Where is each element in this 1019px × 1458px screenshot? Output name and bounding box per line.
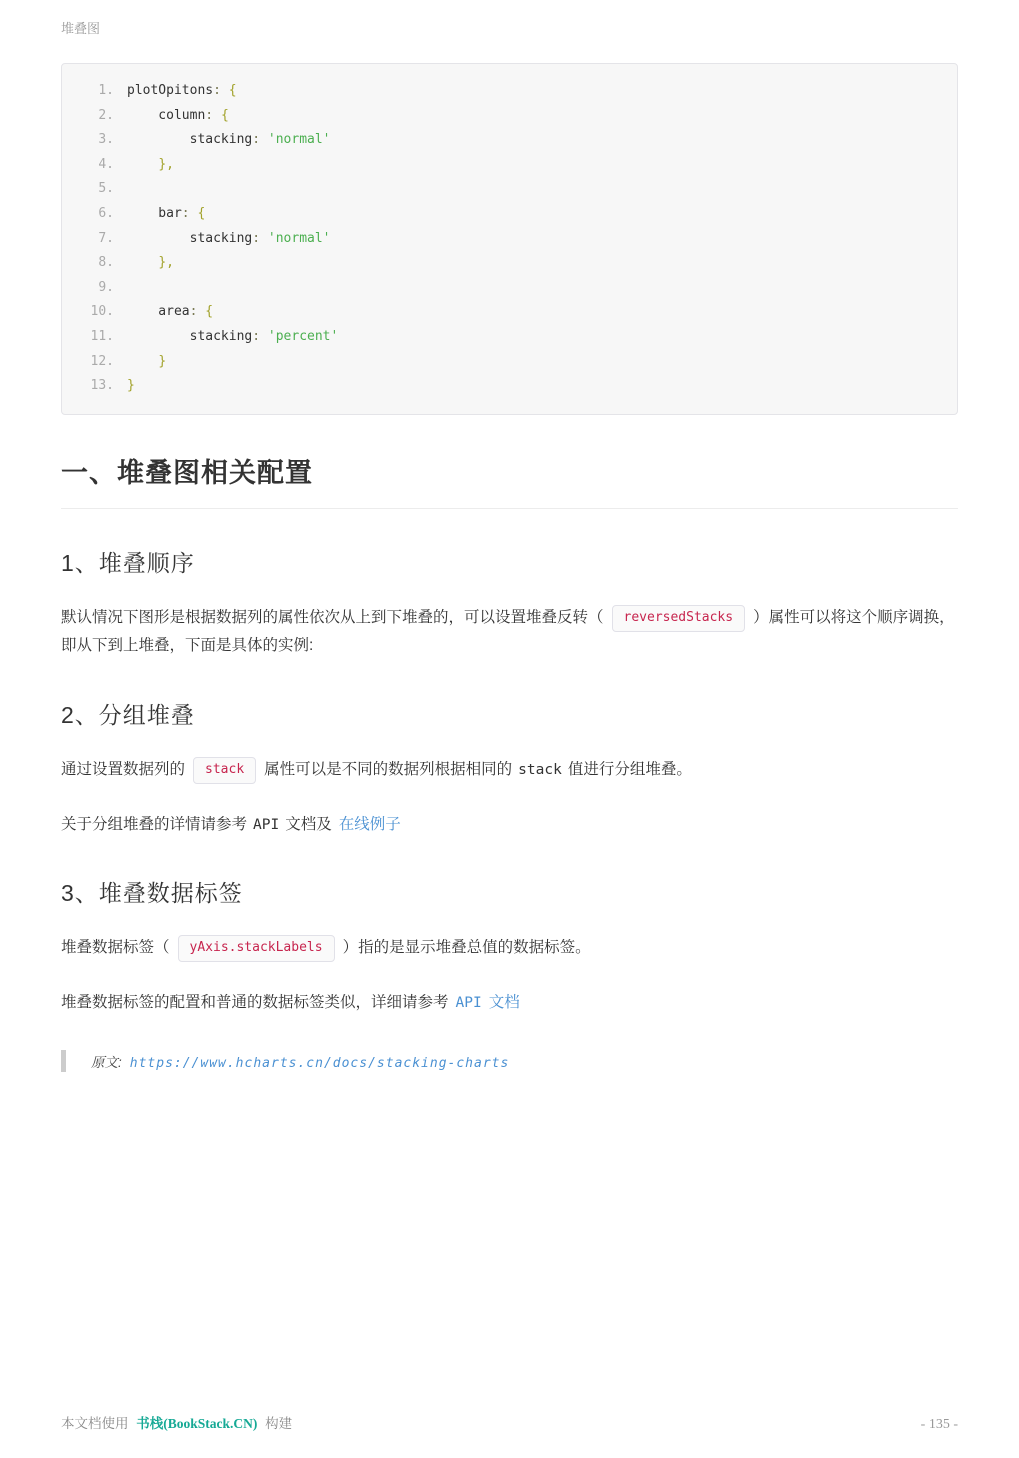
mono-text-stack: stack — [518, 762, 562, 779]
paragraph-text: ）指的是显示堆叠总值的数据标签。 — [342, 939, 591, 957]
page-number: - 135 - — [920, 1417, 958, 1432]
link-text: 文档 — [488, 994, 520, 1012]
mono-text-api: API — [253, 816, 280, 833]
paragraph-text: 默认情况下图形是根据数据列的属性依次从上到下堆叠的，可以设置堆叠反转（ — [61, 608, 604, 626]
line-number: 12. — [90, 353, 114, 369]
source-label: 原文: — [91, 1054, 122, 1070]
code-text: }, — [158, 156, 174, 172]
online-example-link[interactable]: 在线例子 — [338, 815, 401, 833]
code-line — [78, 104, 941, 129]
code-line — [78, 350, 941, 375]
line-number: 5. — [98, 181, 114, 197]
code-line — [78, 177, 941, 202]
code-line — [78, 251, 941, 276]
section-heading-group-stack: 2、分组堆叠 — [61, 702, 195, 729]
code-line — [78, 300, 941, 325]
code-line — [78, 276, 941, 301]
code-line — [78, 325, 941, 350]
paragraph-text: 文档及 — [285, 815, 332, 833]
paragraph-text: 堆叠数据标签（ — [61, 939, 170, 957]
line-number: 3. — [98, 132, 114, 148]
code-line — [78, 79, 941, 104]
bookstack-brand-link[interactable]: 书栈(BookStack.CN) — [136, 1416, 258, 1431]
inline-code-stack: stack — [193, 757, 256, 784]
code-line — [78, 128, 941, 153]
code-line — [78, 202, 941, 227]
code-line — [78, 227, 941, 252]
blockquote-bar — [61, 1050, 66, 1072]
link-mono-api: API — [455, 995, 482, 1012]
paragraph-text: 属性可以是不同的数据列根据相同的 — [264, 761, 513, 779]
footer-suffix: 构建 — [265, 1416, 293, 1431]
document-page — [0, 18, 1019, 1072]
line-number: 8. — [98, 255, 114, 271]
paragraph-group-stack-refs — [61, 811, 958, 840]
footer-built-with — [61, 1412, 292, 1432]
code-line — [78, 374, 941, 399]
code-text: area: { — [127, 304, 214, 320]
inline-code-yaxis-stacklabels: yAxis.stackLabels — [178, 935, 335, 962]
paragraph-text: 值进行分组堆叠。 — [567, 761, 692, 779]
blockquote-body — [91, 1051, 509, 1071]
paragraph-stack-order — [61, 604, 958, 661]
footer-prefix: 本文档使用 — [61, 1416, 129, 1431]
code-text: plotOpitons: { — [127, 83, 237, 98]
code-text: }, — [158, 255, 174, 271]
code-text: bar: { — [127, 205, 206, 221]
paragraph-stack-labels — [61, 934, 958, 963]
line-number: 9. — [98, 279, 114, 295]
paragraph-text: ）属性可以将这个顺序调换，即从下到上堆叠，下面是具体的实例: — [61, 608, 955, 655]
line-number: 11. — [90, 328, 114, 344]
line-number: 7. — [98, 230, 114, 246]
section-heading-stack-labels: 3、堆叠数据标签 — [61, 880, 243, 907]
line-number: 4. — [98, 156, 114, 172]
line-number: 10. — [90, 304, 114, 320]
code-text: column: { — [127, 107, 229, 123]
paragraph-text: 堆叠数据标签的配置和普通的数据标签类似，详细请参考 — [61, 994, 449, 1012]
code-text: stacking: 'normal' — [127, 132, 331, 148]
section-heading-main: 一、堆叠图相关配置 — [61, 451, 958, 509]
paragraph-text: 通过设置数据列的 — [61, 761, 186, 779]
code-text: } — [158, 353, 167, 369]
page-title: 堆叠图 — [61, 21, 101, 36]
section-heading-stack-order: 1、堆叠顺序 — [61, 549, 195, 576]
paragraph-text: 关于分组堆叠的详情请参考 — [61, 815, 248, 833]
code-line — [78, 153, 941, 178]
code-text: } — [127, 378, 135, 394]
paragraph-group-stack — [61, 756, 958, 785]
line-number: 2. — [98, 107, 114, 123]
source-url-link[interactable]: https://www.hcharts.cn/docs/stacking-charts — [129, 1055, 510, 1071]
source-blockquote — [61, 1050, 958, 1072]
page-footer — [61, 1412, 958, 1433]
line-number: 1. — [98, 83, 114, 98]
code-text: stacking: 'percent' — [127, 328, 339, 344]
api-doc-link[interactable] — [456, 994, 520, 1011]
paragraph-stack-labels-refs — [61, 989, 958, 1018]
code-text: stacking: 'normal' — [127, 230, 331, 246]
line-number: 13. — [90, 378, 114, 394]
code-block — [61, 63, 958, 415]
inline-code-reversedstacks: reversedStacks — [612, 605, 746, 632]
line-number: 6. — [98, 205, 114, 221]
